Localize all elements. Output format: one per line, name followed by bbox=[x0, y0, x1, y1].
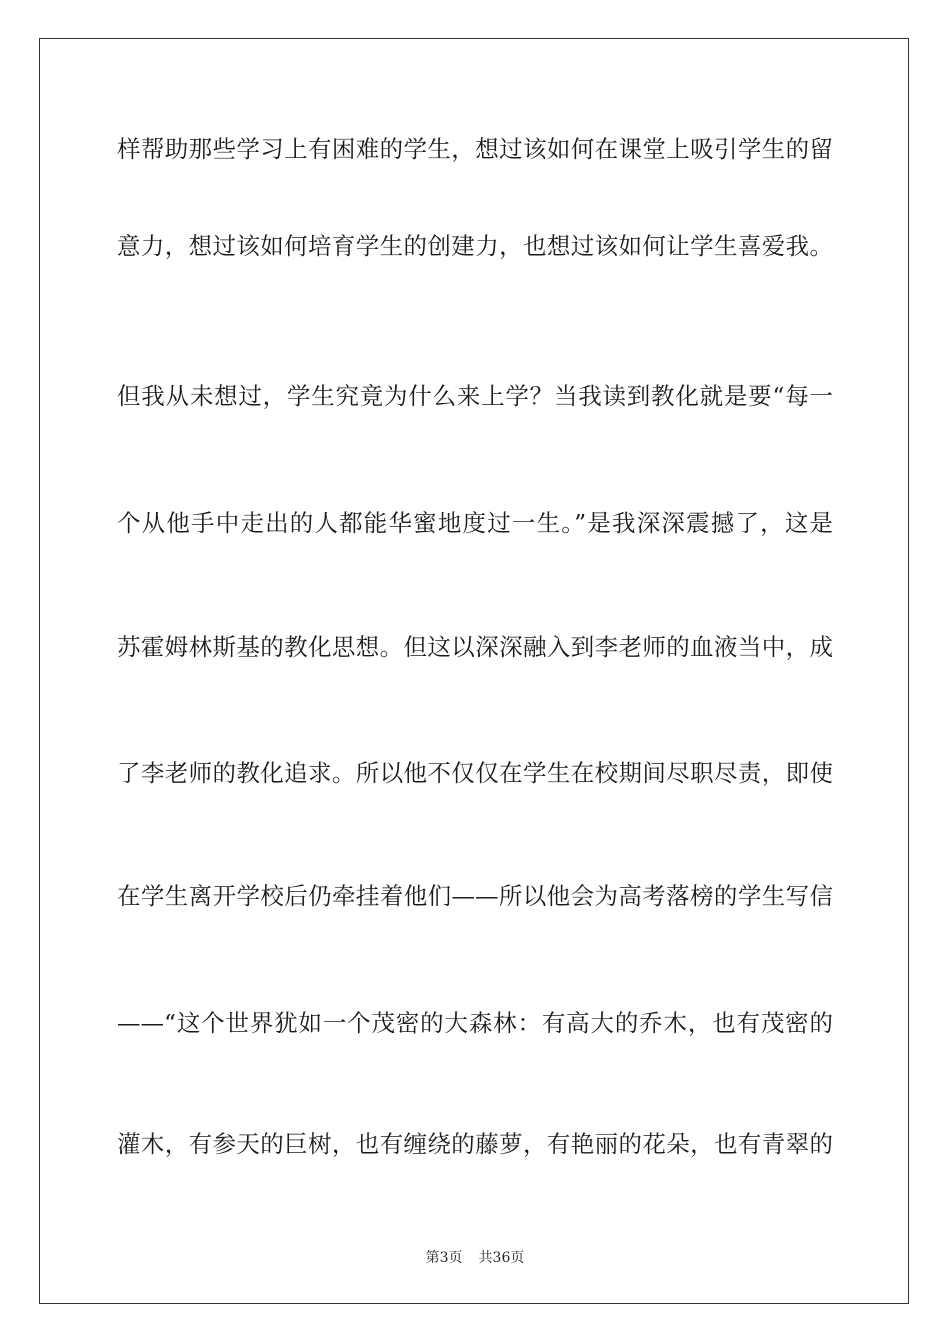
text-line-3: 但我从未想过，学生究竟为什么来上学？当我读到教化就是要“每一 bbox=[117, 382, 833, 410]
text-line-4: 个从他手中走出的人都能华蜜地度过一生。”是我深深震撼了，这是 bbox=[117, 509, 833, 537]
text-line-9: 灌木，有参天的巨树，也有缠绕的藤萝，有艳丽的花朵，也有青翠的 bbox=[117, 1130, 833, 1158]
text-line-7: 在学生离开学校后仍牵挂着他们——所以他会为高考落榜的学生写信 bbox=[117, 882, 833, 910]
text-line-6: 了李老师的教化追求。所以他不仅仅在学生在校期间尽职尽责，即使 bbox=[117, 759, 833, 787]
page-number: 第3页 bbox=[425, 1250, 463, 1266]
text-line-1: 样帮助那些学习上有困难的学生，想过该如何在课堂上吸引学生的留 bbox=[117, 135, 833, 163]
page-total: 共36页 bbox=[478, 1250, 525, 1266]
page-footer bbox=[0, 1247, 950, 1267]
text-line-5: 苏霍姆林斯基的教化思想。但这以深深融入到李老师的血液当中，成 bbox=[117, 633, 833, 661]
text-line-8: ——“这个世界犹如一个茂密的大森林：有高大的乔木，也有茂密的 bbox=[117, 1009, 833, 1037]
text-line-2: 意力，想过该如何培育学生的创建力，也想过该如何让学生喜爱我。 bbox=[117, 232, 833, 260]
